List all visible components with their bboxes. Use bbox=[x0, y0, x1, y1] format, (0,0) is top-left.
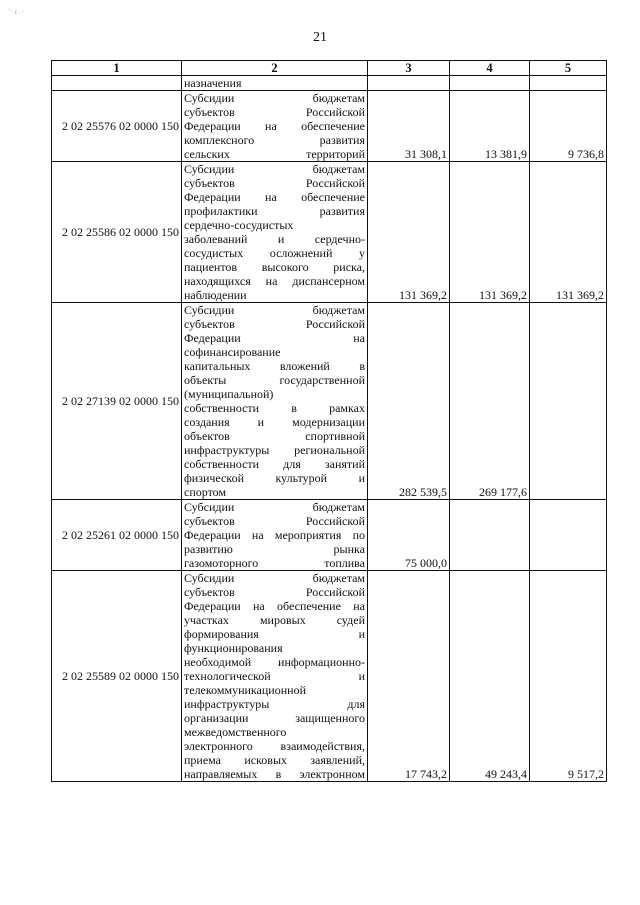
description-line: Федерации на мероприятия по bbox=[184, 528, 365, 542]
description-cell bbox=[182, 91, 368, 162]
description-line: необходимой информационно- bbox=[184, 655, 365, 669]
amount-col4: 269 177,6 bbox=[450, 303, 530, 500]
table-row bbox=[52, 500, 607, 571]
description-line: субъектов Российской bbox=[184, 105, 365, 119]
budget-table bbox=[51, 60, 607, 782]
description-line: заболеваний и сердечно- bbox=[184, 232, 365, 246]
description-line: субъектов Российской bbox=[184, 514, 365, 528]
description-line: профилактики развития bbox=[184, 204, 365, 218]
budget-code-cell: 2 02 25576 02 0000 150 bbox=[52, 91, 182, 162]
description-line: приема исковых заявлений, bbox=[184, 753, 365, 767]
description-line: технологической и bbox=[184, 669, 365, 683]
amount-col3: 131 369,2 bbox=[368, 162, 450, 303]
description-line: физической культурой и bbox=[184, 471, 365, 485]
description-line: объектов спортивной bbox=[184, 429, 365, 443]
description-line: инфраструктуры региональной bbox=[184, 443, 365, 457]
amount-col4: 49 243,4 bbox=[450, 571, 530, 782]
description-line: субъектов Российской bbox=[184, 317, 365, 331]
description-line: Субсидии бюджетам bbox=[184, 500, 365, 514]
continuation-col3 bbox=[368, 76, 450, 91]
continuation-code-cell bbox=[52, 76, 182, 91]
column-header-4: 4 bbox=[450, 61, 530, 76]
table-row bbox=[52, 91, 607, 162]
description-line: собственности для занятий bbox=[184, 457, 365, 471]
continuation-col4 bbox=[450, 76, 530, 91]
description-cell bbox=[182, 500, 368, 571]
description-line: субъектов Российской bbox=[184, 585, 365, 599]
amount-col3: 31 308,1 bbox=[368, 91, 450, 162]
continuation-row bbox=[52, 76, 607, 91]
description-cell bbox=[182, 303, 368, 500]
description-line: инфраструктуры для bbox=[184, 697, 365, 711]
description-line: пациентов высокого риска, bbox=[184, 260, 365, 274]
description-line: наблюдении bbox=[184, 288, 247, 302]
description-line: создания и модернизации bbox=[184, 415, 365, 429]
amount-col5 bbox=[530, 303, 607, 500]
description-line: находящихся на диспансерном bbox=[184, 274, 365, 288]
continuation-col5 bbox=[530, 76, 607, 91]
description-line: направляемых в электронном bbox=[184, 767, 365, 781]
header-row bbox=[52, 61, 607, 76]
description-line: функционирования bbox=[184, 641, 283, 655]
description-line: Федерации на обеспечение bbox=[184, 190, 365, 204]
table-row bbox=[52, 162, 607, 303]
table-row bbox=[52, 303, 607, 500]
description-line: сельских территорий bbox=[184, 147, 365, 161]
amount-col4 bbox=[450, 500, 530, 571]
amount-col3: 75 000,0 bbox=[368, 500, 450, 571]
description-line: участках мировых судей bbox=[184, 613, 365, 627]
description-line: формирования и bbox=[184, 627, 365, 641]
description-line: развитию рынка bbox=[184, 542, 365, 556]
table-row bbox=[52, 571, 607, 782]
description-line: Субсидии бюджетам bbox=[184, 303, 365, 317]
description-line: софинансирование bbox=[184, 345, 281, 359]
description-cell bbox=[182, 162, 368, 303]
budget-code-cell: 2 02 25261 02 0000 150 bbox=[52, 500, 182, 571]
continuation-description: назначения bbox=[182, 76, 368, 91]
description-line: капитальных вложений в bbox=[184, 359, 365, 373]
description-line: (муниципальной) bbox=[184, 387, 274, 401]
page-number: 21 bbox=[313, 30, 327, 45]
description-line: объекты государственной bbox=[184, 373, 365, 387]
description-line: спортом bbox=[184, 485, 227, 499]
scan-artifact-mark: ’·ε.· bbox=[8, 8, 25, 16]
column-header-2: 2 bbox=[182, 61, 368, 76]
description-line: комплексного развития bbox=[184, 133, 365, 147]
description-line: Субсидии бюджетам bbox=[184, 91, 365, 105]
description-line: сосудистых осложнений у bbox=[184, 246, 365, 260]
amount-col5: 9 736,8 bbox=[530, 91, 607, 162]
description-line: сердечно-сосудистых bbox=[184, 218, 294, 232]
description-cell bbox=[182, 571, 368, 782]
amount-col5: 9 517,2 bbox=[530, 571, 607, 782]
description-line: телекоммуникационной bbox=[184, 683, 306, 697]
description-line: электронного взаимодействия, bbox=[184, 739, 365, 753]
description-line: Субсидии бюджетам bbox=[184, 571, 365, 585]
budget-code-cell: 2 02 27139 02 0000 150 bbox=[52, 303, 182, 500]
column-header-1: 1 bbox=[52, 61, 182, 76]
amount-col4: 131 369,2 bbox=[450, 162, 530, 303]
description-line: межведомственного bbox=[184, 725, 287, 739]
budget-code-cell: 2 02 25589 02 0000 150 bbox=[52, 571, 182, 782]
amount-col5: 131 369,2 bbox=[530, 162, 607, 303]
description-line: газомоторного топлива bbox=[184, 556, 365, 570]
column-header-3: 3 bbox=[368, 61, 450, 76]
description-line: организации защищенного bbox=[184, 711, 365, 725]
amount-col3: 282 539,5 bbox=[368, 303, 450, 500]
amount-col4: 13 381,9 bbox=[450, 91, 530, 162]
description-line: Федерации на обеспечение bbox=[184, 119, 365, 133]
column-header-5: 5 bbox=[530, 61, 607, 76]
budget-code-cell: 2 02 25586 02 0000 150 bbox=[52, 162, 182, 303]
description-line: Федерации на bbox=[184, 331, 365, 345]
amount-col5 bbox=[530, 500, 607, 571]
amount-col3: 17 743,2 bbox=[368, 571, 450, 782]
description-line: собственности в рамках bbox=[184, 401, 365, 415]
description-line: Федерации на обеспечение на bbox=[184, 599, 365, 613]
description-line: Субсидии бюджетам bbox=[184, 162, 365, 176]
description-line: субъектов Российской bbox=[184, 176, 365, 190]
